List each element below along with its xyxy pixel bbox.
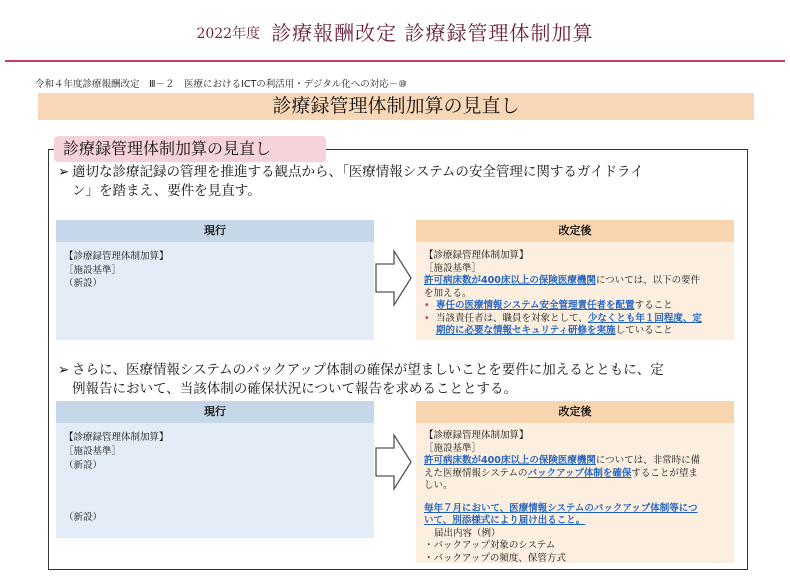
title-divider [5, 60, 785, 62]
revised-2-highlight-3b: いて、別添様式により届け出ること。 [424, 515, 586, 526]
right-arrow-icon [374, 432, 414, 492]
revised-2-line-2: ［施設基準］ [424, 442, 482, 454]
revised-1-highlight: 許可病床数が400床以上の保険医療機関 [424, 275, 596, 286]
revised-1-item-1-tail: すること [634, 300, 673, 311]
current-header-2: 現行 [56, 401, 374, 423]
bullet-dot-icon: • [424, 312, 430, 324]
revised-1-item-2-highlight-1: 少なくとも年１回程度、定 [587, 312, 702, 324]
current-panel-2 [56, 401, 374, 538]
revised-1-line-2: ［施設基準］ [424, 262, 482, 274]
revised-2-line-3b-pre: えた医療情報システムの [424, 467, 528, 479]
revised-1-item-2-pre: 当該責任者は、職員を対象として、 [436, 312, 588, 324]
section-tab: 診療録管理体制加算の見直し [54, 136, 326, 162]
bullet-2-line-1: さらに、医療情報システムのバックアップ体制の確保が望ましいことを要件に加えるとともに、定 [72, 362, 664, 378]
revised-2-line-1: 【診療録管理体制加算】 [424, 430, 529, 441]
revised-2-line-3a: については、非常時に備 [595, 455, 701, 466]
report-item-1: ・バックアップ対象のシステム [424, 540, 556, 551]
revised-header-1: 改定後 [416, 220, 734, 242]
revised-panel-1 [416, 220, 734, 340]
revised-1-item-1-highlight: 専任の医療情報システム安全管理責任者を配置 [436, 300, 635, 311]
current-panel-1 [56, 220, 374, 340]
slide-banner: 診療録管理体制加算の見直し [38, 93, 754, 120]
revised-1-item-2-highlight-2: 期的に必要な情報セキュリティ研修を実施 [436, 325, 616, 336]
revised-header-2: 改定後 [416, 401, 734, 423]
current-1-line-3: （新設） [64, 278, 103, 289]
revised-panel-2 [416, 401, 734, 563]
page-title-year: 2022年度 [196, 26, 261, 42]
current-2-line-3: （新設） [64, 460, 103, 471]
current-2-line-1: 【診療録管理体制加算】 [64, 432, 169, 443]
right-arrow-icon [374, 248, 414, 308]
report-item-2: ・バックアップの頻度、保管方式 [424, 552, 566, 564]
bullet-1-line-1: 適切な診療記録の管理を推進する観点から、「医療情報システムの安全管理に関するガイドライ [72, 164, 644, 180]
revised-2-line-3b-tail: することが望ま [631, 467, 698, 479]
revised-1-line-3b: を加える。 [424, 287, 472, 299]
bullet-arrow-icon: ➢ [58, 362, 70, 378]
current-1-line-1: 【診療録管理体制加算】 [64, 251, 169, 262]
revised-1-line-3a: については、以下の要件 [595, 275, 701, 286]
revised-2-highlight-2: バックアップ体制を確保 [527, 467, 632, 479]
revised-2-line-3c: しい。 [424, 480, 453, 491]
bullet-dot-icon: • [424, 300, 430, 311]
report-title: 届出内容（例） [434, 527, 501, 539]
current-2-line-2: ［施設基準］ [64, 446, 122, 457]
bullet-arrow-icon: ➢ [58, 164, 70, 180]
current-2-line-4: （新設） [64, 512, 103, 523]
bullet-1-line-2: ン」を踏まえ、要件を見直す。 [72, 183, 261, 199]
revised-2-highlight-1: 許可病床数が400床以上の保険医療機関 [424, 455, 596, 466]
bullet-2-line-2: 例報告において、当該体制の確保状況について報告を求めることとする。 [72, 381, 517, 397]
revised-2-highlight-3a: 毎年７月において、医療情報システムのバックアップ体制等につ [424, 502, 698, 514]
current-header-1: 現行 [56, 220, 374, 242]
breadcrumb: 令和４年度診療報酬改定 Ⅲ－２ 医療におけるICTの利活用・デジタル化への対応－⑩ [35, 79, 407, 90]
page-title-main: 診療報酬改定 診療録管理体制加算 [271, 21, 594, 45]
revised-1-line-1: 【診療録管理体制加算】 [424, 250, 529, 261]
bullet-2 [58, 361, 743, 399]
bullet-1 [58, 163, 738, 201]
page-title [0, 17, 790, 46]
revised-1-item-2-tail: していること [615, 325, 673, 336]
current-1-line-2: ［施設基準］ [64, 265, 122, 276]
